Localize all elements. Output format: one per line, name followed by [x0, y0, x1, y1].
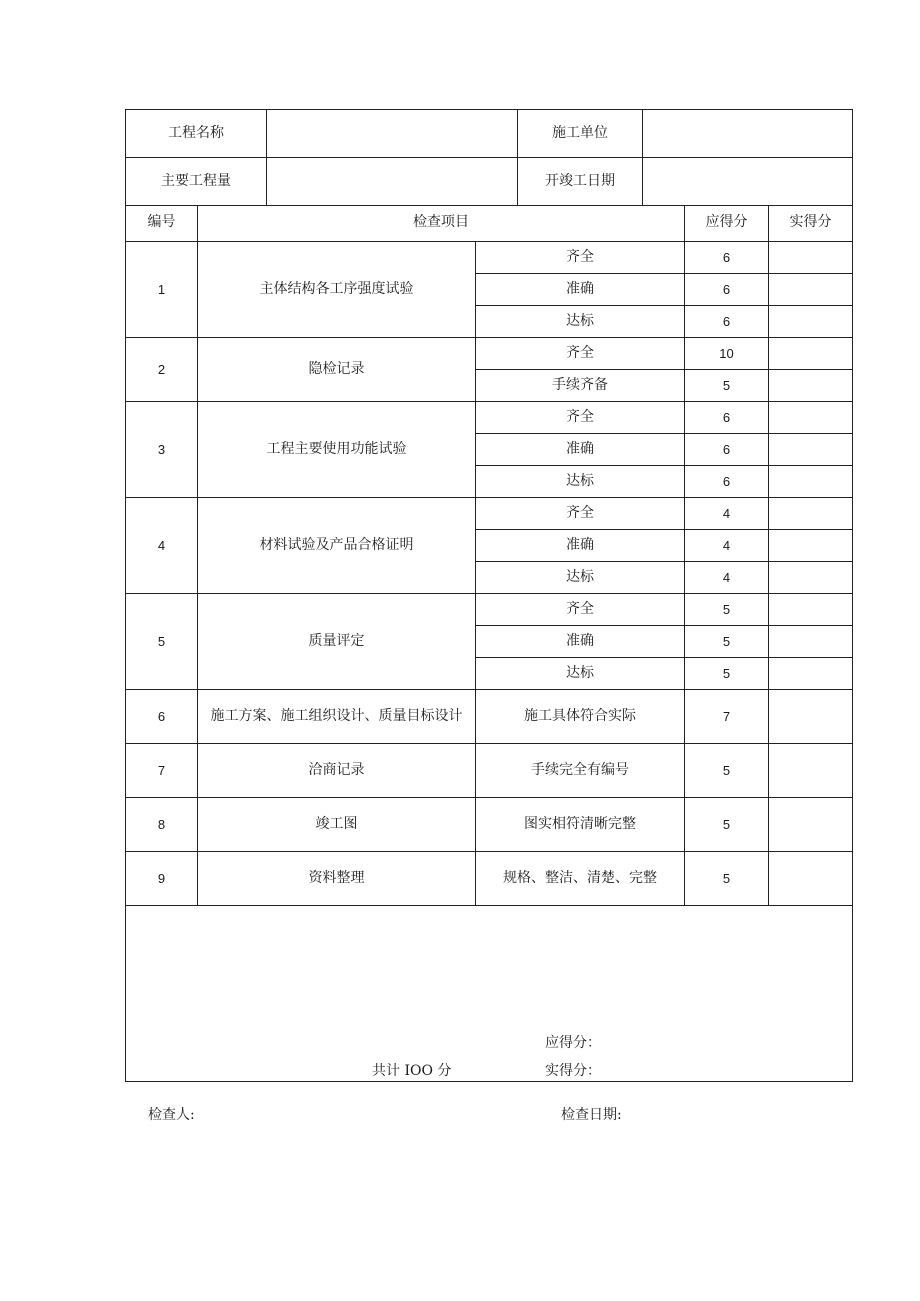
actual-score-cell[interactable] — [769, 593, 853, 625]
actual-score-cell[interactable] — [769, 657, 853, 689]
project-name-field[interactable] — [267, 110, 518, 158]
criterion: 达标 — [476, 561, 685, 593]
col-due-score-header: 应得分 — [685, 205, 769, 241]
due-score: 5 — [685, 743, 769, 797]
actual-score-cell[interactable] — [769, 241, 853, 273]
due-score: 5 — [685, 625, 769, 657]
construction-unit-field[interactable] — [643, 110, 853, 158]
due-score: 4 — [685, 497, 769, 529]
actual-score-cell[interactable] — [769, 561, 853, 593]
actual-score-cell[interactable] — [769, 465, 853, 497]
due-score: 10 — [685, 337, 769, 369]
actual-score-cell[interactable] — [769, 689, 853, 743]
project-info-table — [125, 109, 853, 206]
item-number: 1 — [126, 241, 198, 337]
criterion: 图实相符清晰完整 — [476, 797, 685, 851]
item-name: 施工方案、施工组织设计、质量目标设计 — [198, 689, 476, 743]
criterion: 齐全 — [476, 401, 685, 433]
criterion: 手续完全有编号 — [476, 743, 685, 797]
table-row — [126, 689, 853, 743]
construction-unit-label: 施工单位 — [518, 110, 643, 158]
due-score: 6 — [685, 305, 769, 337]
main-quantity-field[interactable] — [267, 158, 518, 206]
inspection-table — [125, 205, 853, 1082]
table-row — [126, 851, 853, 905]
item-number: 2 — [126, 337, 198, 401]
due-score: 4 — [685, 561, 769, 593]
col-item-header: 检查项目 — [198, 205, 685, 241]
item-number: 8 — [126, 797, 198, 851]
criterion: 齐全 — [476, 497, 685, 529]
criterion: 准确 — [476, 273, 685, 305]
table-row — [126, 497, 853, 529]
due-score: 6 — [685, 465, 769, 497]
table-row — [126, 241, 853, 273]
actual-score-cell[interactable] — [769, 851, 853, 905]
inspection-date-label: 检查日期: — [561, 1107, 622, 1123]
item-name: 工程主要使用功能试验 — [198, 401, 476, 497]
criterion: 齐全 — [476, 241, 685, 273]
actual-score-cell[interactable] — [769, 305, 853, 337]
item-name: 竣工图 — [198, 797, 476, 851]
criterion: 施工具体符合实际 — [476, 689, 685, 743]
col-number-header: 编号 — [126, 205, 198, 241]
due-score: 5 — [685, 797, 769, 851]
actual-score-cell[interactable] — [769, 529, 853, 561]
date-label: 开竣工日期 — [518, 158, 643, 206]
column-header-row — [126, 205, 853, 241]
item-number: 6 — [126, 689, 198, 743]
actual-score-cell[interactable] — [769, 273, 853, 305]
due-score: 4 — [685, 529, 769, 561]
item-name: 洽商记录 — [198, 743, 476, 797]
item-name: 资料整理 — [198, 851, 476, 905]
item-name: 材料试验及产品合格证明 — [198, 497, 476, 593]
item-number: 5 — [126, 593, 198, 689]
actual-score-total-label: 实得分： — [545, 1062, 601, 1079]
actual-score-cell[interactable] — [769, 337, 853, 369]
item-name: 质量评定 — [198, 593, 476, 689]
criterion: 达标 — [476, 465, 685, 497]
table-row — [126, 797, 853, 851]
inspector-label: 检查人: — [148, 1107, 195, 1123]
total-label: 共计 IOO 分 — [372, 1062, 452, 1079]
col-actual-score-header: 实得分 — [769, 205, 853, 241]
date-field[interactable] — [643, 158, 853, 206]
due-score: 5 — [685, 851, 769, 905]
item-name: 隐检记录 — [198, 337, 476, 401]
due-score-total-label: 应得分： — [545, 1034, 601, 1051]
actual-score-cell[interactable] — [769, 401, 853, 433]
actual-score-cell[interactable] — [769, 497, 853, 529]
summary-row — [126, 905, 853, 1081]
table-row — [126, 743, 853, 797]
due-score: 6 — [685, 433, 769, 465]
due-score: 7 — [685, 689, 769, 743]
criterion: 齐全 — [476, 337, 685, 369]
due-score: 5 — [685, 593, 769, 625]
item-name: 主体结构各工序强度试验 — [198, 241, 476, 337]
criterion: 达标 — [476, 305, 685, 337]
due-score: 5 — [685, 369, 769, 401]
actual-score-cell[interactable] — [769, 625, 853, 657]
criterion: 达标 — [476, 657, 685, 689]
due-score: 5 — [685, 657, 769, 689]
actual-score-cell[interactable] — [769, 743, 853, 797]
criterion: 准确 — [476, 529, 685, 561]
criterion: 手续齐备 — [476, 369, 685, 401]
actual-score-cell[interactable] — [769, 433, 853, 465]
table-row — [126, 337, 853, 369]
criterion: 规格、整洁、清楚、完整 — [476, 851, 685, 905]
main-quantity-label: 主要工程量 — [126, 158, 267, 206]
item-number: 4 — [126, 497, 198, 593]
due-score: 6 — [685, 401, 769, 433]
item-number: 9 — [126, 851, 198, 905]
project-name-label: 工程名称 — [126, 110, 267, 158]
due-score: 6 — [685, 273, 769, 305]
item-number: 7 — [126, 743, 198, 797]
table-row — [126, 401, 853, 433]
summary-cell — [126, 905, 853, 1081]
criterion: 齐全 — [476, 593, 685, 625]
actual-score-cell[interactable] — [769, 797, 853, 851]
due-score: 6 — [685, 241, 769, 273]
item-number: 3 — [126, 401, 198, 497]
criterion: 准确 — [476, 625, 685, 657]
table-row — [126, 593, 853, 625]
actual-score-cell[interactable] — [769, 369, 853, 401]
criterion: 准确 — [476, 433, 685, 465]
